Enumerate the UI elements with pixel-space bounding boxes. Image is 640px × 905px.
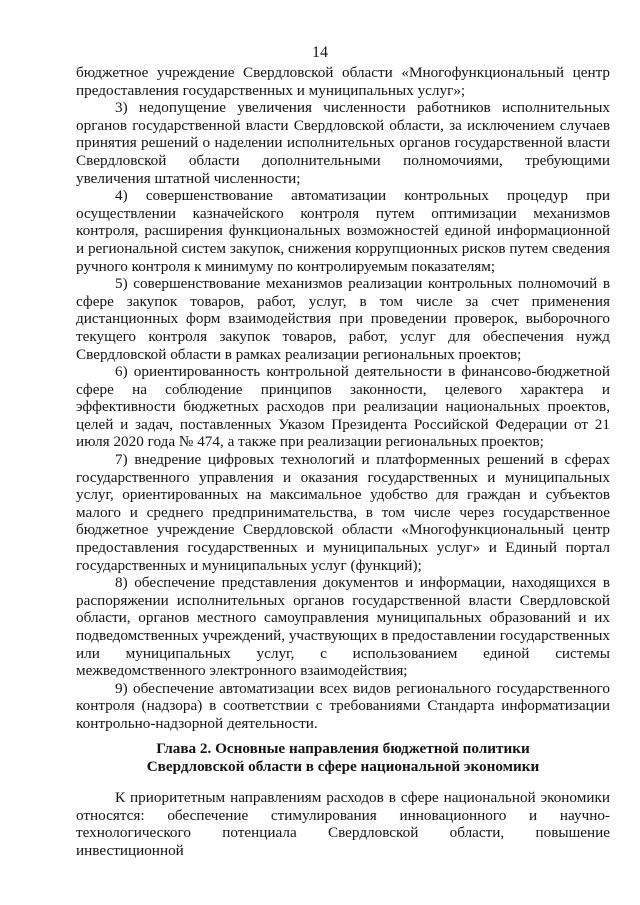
body-text [76,64,610,733]
paragraph-item-6: 6) ориентированность контрольной деятельности в финансово-бюджетной сфере на соблюдение принципов законности, целевого характера и эффективности бюджетных расходов при реализации национальных проектов, целей и задач, поставленных Указом Президента Российской Федерации от 21 июля 2020 года № 474, а также при реализации региональных проектов; [76,363,610,451]
paragraph-item-9: 9) обеспечение автоматизации всех видов регионального государственного контроля (надзора) в соответствии с требованиями Стандарта информатизации контрольно-надзорной деятельности. [76,679,610,732]
paragraph-item-5: 5) совершенствование механизмов реализации контрольных полномочий в сфере закупок товаров, работ, услуг, в том числе за счет применения дистанционных форм взаимодействия при проведении проверок, выборочного текущего контроля закупок товаров, работ, услуг для обеспечения нужд Свердловской области в рамках реализации региональных проектов; [76,275,610,363]
chapter-heading [76,740,610,775]
chapter-heading-line-1: Глава 2. Основные направления бюджетной политики [156,740,530,757]
paragraph-priority-directions: К приоритетным направлениям расходов в сфере национальной экономики относятся: обеспечение стимулирования инновационного и научно-технологического потенциала Свердловской области, повышение инвестиционной [76,789,610,859]
paragraph-item-7: 7) внедрение цифровых технологий и платформенных решений в сферах государственного управления и оказания государственных и муниципальных услуг, ориентированных на максимальное удобство для граждан и субъектов малого и среднего предпринимательства, в том числе через государственное бюджетное учреждение Свердловской области «Многофункциональный центр предоставления государственных и муниципальных услуг» и Единый портал государственных и муниципальных услуг (функций); [76,451,610,574]
chapter-body [76,789,610,859]
paragraph-item-8: 8) обеспечение представления документов и информации, находящихся в распоряжении исполнительных органов государственной власти Свердловской области, органов местного самоуправления муниципальных образований и их подведомственных учреждений, участвующих в предоставлении государственных или муниципальных услуг, с использованием единой системы межведомственного электронного взаимодействия; [76,574,611,680]
page-number: 14 [312,44,328,61]
paragraph-item-4: 4) совершенствование автоматизации контрольных процедур при осуществлении казначейского контроля путем оптимизации механизмов контроля, расширения функциональных возможностей единой информационной и региональной систем закупок, снижения коррупционных рисков путем сведения ручного контроля к минимуму по контролируемым показателям; [76,187,610,275]
chapter-heading-line-2: Свердловской области в сфере национальной экономики [146,757,540,775]
paragraph-item-3: 3) недопущение увеличения численности работников исполнительных органов государственной власти Свердловской области, за исключением случаев принятия решений о наделении исполнительных органов государственной власти Свердловской области дополнительными полномочиями, требующими увеличения штатной численности; [76,99,610,187]
paragraph-continuation: бюджетное учреждение Свердловской области «Многофункциональный центр предоставления государственных и муниципальных услуг»; [76,64,610,99]
